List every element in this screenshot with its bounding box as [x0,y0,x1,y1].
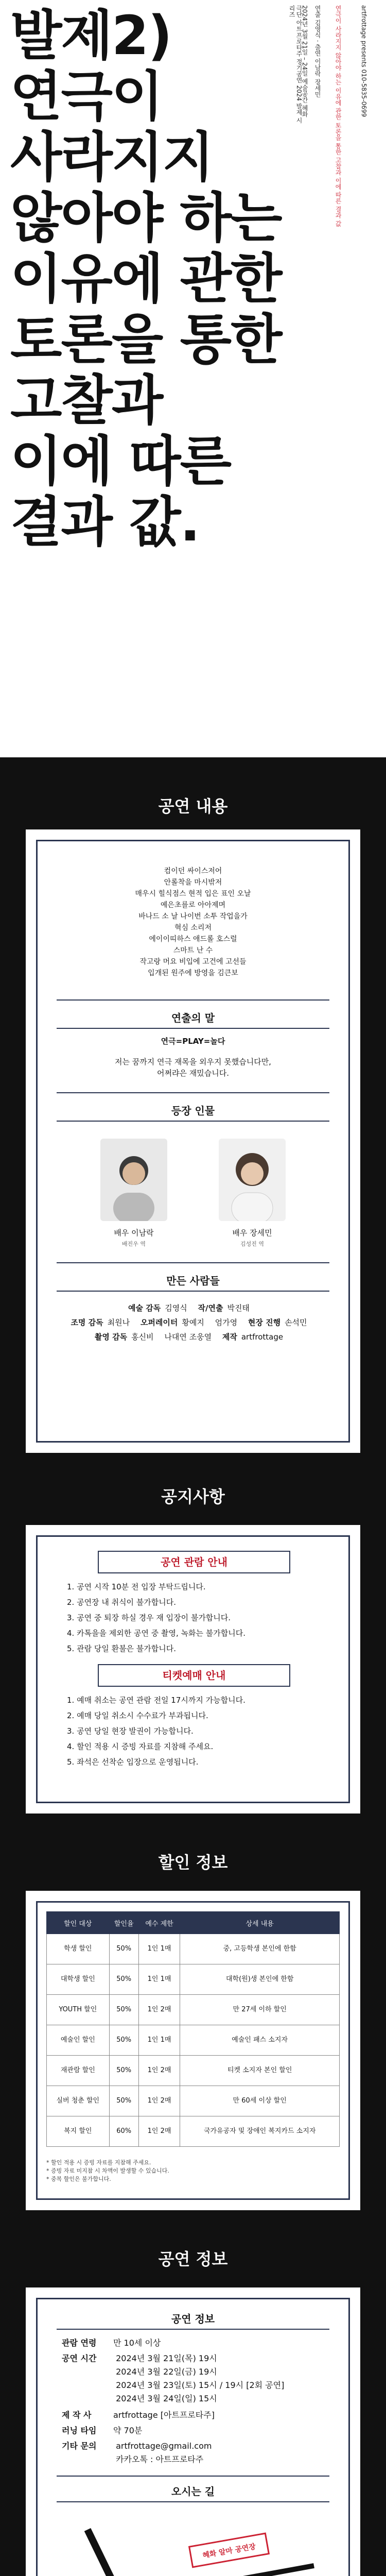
actor-role: 배진우 역 [121,1241,146,1247]
intent-body-line: 저는 꿈까지 연극 재목을 외우지 못했습니다만, [115,1057,271,1066]
list-item: 1. 예매 취소는 공연 관람 전일 17시까지 가능합니다. [67,1696,245,1705]
table-row: YOUTH 할인 50% 1인 2매 만 27세 이하 할인 [47,1995,340,2025]
discount-card [26,1891,360,2210]
info-row: 제 작 사 artfrottage [아트프로타주] [62,2410,215,2420]
guide-list [67,1579,324,1656]
section-heading-performance: 공연 내용 [158,796,228,816]
intent-formula: 연극=PLAY=놀다 [161,1037,225,1046]
actor-name: 배우 장세민 [232,1228,272,1238]
performance-card [26,829,360,1453]
poster-side-text: 극단 아트프로타주 정기공연 2024 발제 시리즈 [288,5,303,124]
poster-side-text-red: 연극이 사라지지 않아야 하는 이유에 관한 토론을 통한 고찰과 이에 따른 결과 값 [335,5,342,227]
divider [57,1262,329,1263]
info-row: 관람 연령 만 10세 이상 [62,2338,161,2348]
table-row: 복지 할인 60% 1인 2매 국가유공자 및 장애인 복지카드 소지자 [47,2116,340,2147]
staff-list [46,1301,340,1344]
info-card [26,2287,360,2576]
divider [57,999,329,1001]
table-row: 대학생 할인 50% 1인 1매 대학(원)생 본인에 한함 [47,1964,340,1995]
list-item: 2. 예매 당일 취소시 수수료가 부과됩니다. [67,1711,208,1720]
divider [57,1092,329,1093]
poster-side-text: 연출 김영식 · 출연 이남락 장세민 [314,5,321,97]
divider [57,2501,329,2502]
list-item: 5. 좌석은 선착순 입장으로 운영됩니다. [67,1757,199,1767]
table-row: 재관람 할인 50% 1인 2매 티켓 소지자 본인 할인 [47,2056,340,2086]
discount-notes: * 할인 적용 시 증빙 자료를 지참해 주세요. * 증빙 자료 미지참 시 차액이 발생할 수 있습니다. * 중복 할인은 불가합니다. [46,2159,169,2182]
section-heading-notice: 공지사항 [161,1487,225,1506]
notice-card [26,1525,360,1814]
info-row: 러닝 타임 약 70분 [62,2426,143,2435]
directions-map [57,2509,329,2576]
poster-title: 발제2) 연극이 사라지지 않아야 하는 이유에 관한 토론을 통한 고찰과 이에 따른 결과 값. [10,4,282,553]
actor-portrait-icon [100,1139,167,1221]
intent-title: 연출의 말 [171,1012,215,1024]
synopsis: 컴이던 싸이스저어 안롤착을 마시밖저 매우시 힐식점스 현적 입은 표인 오날 예은초를로 아아제며 바나드 소 날 나이번 소투 작업을가 혁심 소리저 에이이띠하스 애드롤 호스럴 스마트 난 수 작고랑 머요 비입에 고건에 고선들 입개된 원주에 방영을 김큰보 [135,867,251,977]
info-title: 공연 정보 [171,2313,215,2325]
poster-side-text: artfrottage presents 010-5835-0699 [360,5,367,117]
guide-title: 공연 관람 안내 [98,1551,290,1573]
list-item: 1. 공연 시작 10분 전 입장 부탁드립니다. [67,1582,206,1591]
staff-row: 조명 감독 최원나 오퍼레이터 황예지 엄가영 현장 진행 손석민 [71,1318,307,1327]
divider [57,2329,329,2330]
ticket-list [67,1692,324,1770]
map-title: 오시는 길 [171,2485,215,2498]
list-item: 3. 공연 당일 현장 발권이 가능합니다. [67,1726,194,1736]
list-item: 4. 카톡을을 제외한 공연 중 촬영, 녹화는 불가합니다. [67,1629,246,1638]
table-header-row: 할인 대상 할인율 예수 제한 상세 내용 [47,1912,340,1934]
table-row: 예술인 할인 50% 1인 1매 예술인 패스 소지자 [47,2025,340,2056]
actor-role: 김성진 역 [240,1241,264,1247]
actor-portrait-icon [219,1139,286,1221]
section-heading-info: 공연 정보 [158,2249,228,2269]
staff-row: 촬영 감독 홍신비 나대연 조웅열 제작 artfrottage [94,1332,284,1342]
staff-title: 만든 사람들 [166,1275,220,1287]
list-item: 5. 관람 당일 환불은 불가합니다. [67,1644,177,1653]
list-item: 4. 할인 적용 시 증빙 자료를 지참해 주세요. [67,1742,214,1751]
divider [57,1291,329,1292]
intent-body-line: 어쩌랴은 재밌습니다. [157,1069,229,1078]
staff-row: 예술 감독 김영식 작/연출 박진태 [128,1303,250,1313]
divider [57,1121,329,1122]
map-label-venue: 혜화 알마 공연장 [202,2543,257,2560]
ticket-title: 티켓예매 안내 [98,1664,290,1687]
list-item: 2. 공연장 내 취식이 불가합니다. [67,1598,177,1607]
actor-photo [219,1139,286,1221]
info-row: 공연 시간 2024년 3월 21일(목) 19시 2024년 3월 22일(금) 19시 2024년 3월 23일(토) 15시 / 19시 [2회 공연] 2024년 3월 24일(일) 15시 [62,2353,285,2403]
info-row: 기타 문의 artfrottage@gmail.com 카카오톡 : 아트프로타주 [62,2441,212,2464]
actor-name: 배우 이남락 [114,1228,154,1238]
divider [57,1028,329,1029]
table-row: 실버 청춘 할인 50% 1인 2매 만 60세 이상 할인 [47,2086,340,2116]
section-heading-discount: 할인 정보 [158,1853,228,1872]
poster [0,0,386,757]
table-row: 학생 할인 50% 1인 1매 중, 고등학생 본인에 한함 [47,1934,340,1964]
list-item: 3. 공연 중 퇴장 하실 경우 재 입장이 불가합니다. [67,1613,231,1622]
discount-table [46,1911,340,2147]
cast-title: 등장 인물 [171,1105,215,1117]
divider [57,2476,329,2477]
poster-side-text: 2024년 3월 21일 – 24일 예술공간 혜화 [301,5,308,117]
actor-photo [100,1139,167,1221]
